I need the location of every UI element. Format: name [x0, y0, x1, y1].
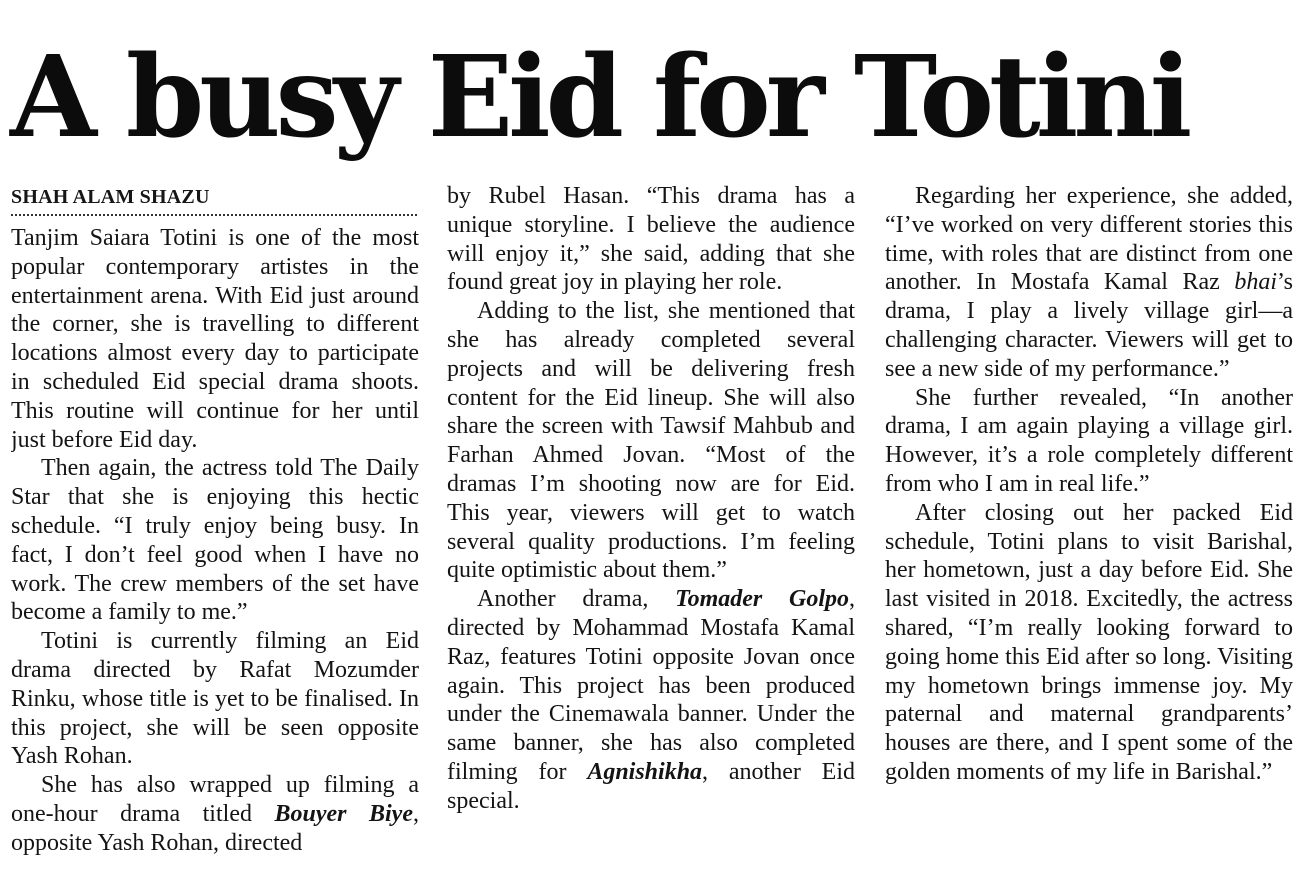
- paragraph: Totini is currently filming an Eid drama directed by Rafat Mozumder Rinku, whose title is yet to be finalised. In this project, she will be seen opposite Yash Rohan.: [11, 628, 419, 770]
- paragraph-text: , directed by Mohammad Mostafa Kamal Raz, features Totini opposite Jovan once again. This project has been produced under the Cinemawala banner. Under the same banner, she has also completed filming for: [447, 586, 855, 785]
- article-column-2: [447, 182, 855, 882]
- paragraph: by Rubel Hasan. “This drama has a unique storyline. I believe the audience will enjoy it,” she said, adding that she found great joy in playing her role.: [447, 183, 855, 296]
- paragraph-text: ’s drama, I play a lively village girl—a challenging character. Viewers will get to see a new side of my performance.”: [885, 269, 1293, 382]
- article-column-3: [885, 182, 1293, 882]
- paragraph: She further revealed, “In another drama, I am again playing a village girl. However, it’s a role completely different from who I am in real life.”: [885, 384, 1293, 497]
- paragraph: Tanjim Saiara Totini is one of the most popular contemporary artistes in the entertainment arena. With Eid just around the corner, she is travelling to different locations almost every day to participate in scheduled Eid special drama shoots. This routine will continue for her until just before Eid day.: [11, 225, 419, 453]
- drama-title: Agnishikha: [587, 758, 703, 785]
- paragraph: [11, 771, 419, 857]
- drama-title: Bouyer Biye: [274, 800, 413, 827]
- honorific: bhai: [1234, 269, 1277, 296]
- paragraph-text: She has also wrapped up filming a one-hour drama titled: [11, 772, 419, 827]
- paragraph-text: Regarding her experience, she added, “I’ve worked on very different stories this time, with roles that are distinct from one another. In Mostafa Kamal Raz: [885, 183, 1293, 296]
- article-column-1: [11, 182, 419, 882]
- paragraph: Adding to the list, she mentioned that she has already completed several projects and will be delivering fresh content for the Eid lineup. She will also share the screen with Tawsif Mahbub and Farhan Ahmed Jovan. “Most of the dramas I’m shooting now are for Eid. This year, viewers will get to watch several quality productions. I’m feeling quite optimistic about them.”: [447, 298, 855, 584]
- drama-title: Tomader Golpo: [675, 586, 849, 613]
- paragraph: After closing out her packed Eid schedule, Totini plans to visit Barishal, her hometown, just a day before Eid. She last visited in 2018. Excitedly, the actress shared, “I’m really looking forward to going home this Eid after so long. Visiting my hometown brings immense joy. My paternal and maternal grandparents’ houses are there, and I spent some of the golden moments of my life in Barishal.”: [885, 499, 1293, 785]
- paragraph: Then again, the actress told The Daily Star that she is enjoying this hectic schedule. “I truly enjoy being busy. In fact, I don’t feel good when I have no work. The crew members of the set have become a family to me.”: [11, 455, 419, 626]
- paragraph-text: , opposite Yash Rohan, directed: [11, 800, 419, 856]
- byline-divider: [11, 214, 417, 216]
- paragraph: [885, 182, 1293, 384]
- paragraph-text: , another Eid special.: [447, 758, 855, 814]
- paragraph-text: Another drama,: [477, 586, 676, 613]
- paragraph: [447, 585, 855, 815]
- byline: SHAH ALAM SHAZU: [11, 186, 210, 208]
- headline: A busy Eid for Totini: [10, 32, 1188, 163]
